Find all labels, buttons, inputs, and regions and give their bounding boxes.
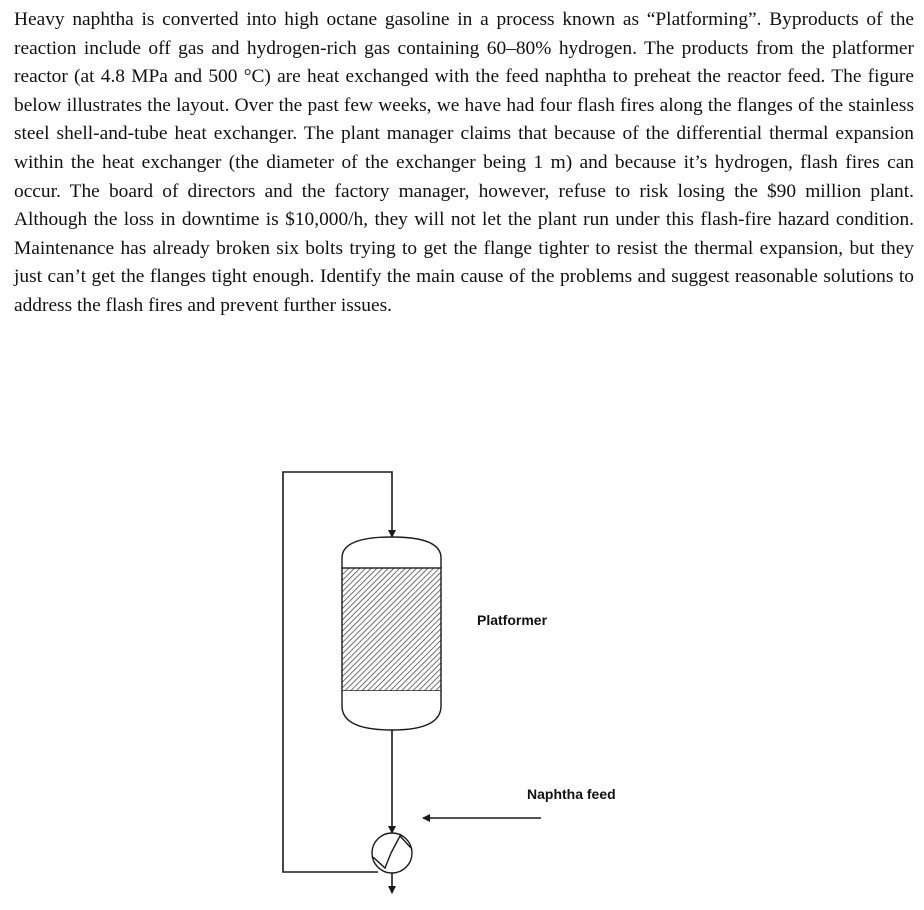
problem-statement: Heavy naphtha is converted into high octane gasoline in a process known as “Platforming”. Byproducts of the reaction include off gas and hydrogen-rich gas containing 60–80% hydrogen. The products from the platformer reactor (at 4.8 MPa and 500 °C) are heat exchanged with the feed naphtha to preheat the reactor feed. The figure below illustrates the layout. Over the past few weeks, we have had four flash fires along the flanges of the stainless steel shell-and-tube heat exchanger. The plant manager claims that because of the differential thermal expansion within the heat exchanger (the diameter of the exchanger being 1 m) and because it’s hydrogen, flash fires can occur. The board of directors and the factory manager, however, refuse to risk losing the $90 million plant. Although the loss in downtime is $10,000/h, they will not let the plant run under this flash-fire hazard condition. Maintenance has already broken six bolts trying to get the flange tighter to resist the thermal expansion, but they just can’t get the flanges tight enough. Identify the main cause of the problems and suggest reasonable solutions to address the flash fires and prevent further issues. <box>14 9 914 316</box>
catalyst-bed <box>342 568 441 691</box>
platformer-reactor <box>342 537 441 730</box>
heat-exchanger <box>372 833 412 873</box>
platformer-label: Platformer <box>477 612 548 628</box>
naphtha-feed-label: Naphtha feed <box>527 786 616 802</box>
